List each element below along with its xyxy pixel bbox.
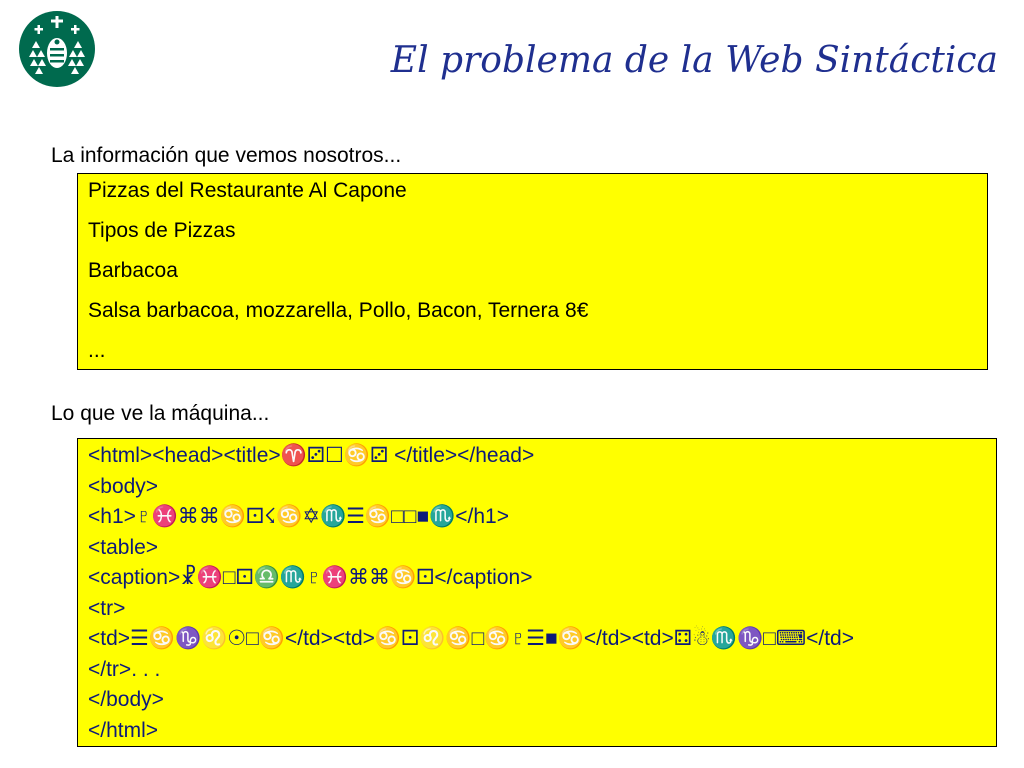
- section-heading-human: La información que vemos nosotros...: [51, 144, 402, 167]
- human-view-line: Barbacoa: [88, 259, 178, 282]
- university-seal-icon: [18, 10, 96, 88]
- machine-view-line: <td>☰♋♑♌☉□♋</td><td>♋⚀♌♋□♋♇☰■♋</td><td>⚃☃♏♑□⌨</td>: [88, 627, 854, 650]
- machine-view-line: <body>: [88, 474, 159, 498]
- machine-view-box: [77, 438, 997, 747]
- machine-view-line: <table>: [88, 535, 159, 559]
- human-view-line: Salsa barbacoa, mozzarella, Pollo, Bacon, Ternera 8€: [88, 299, 589, 322]
- machine-view-line: </html>: [88, 718, 159, 742]
- human-view-line: Pizzas del Restaurante Al Capone: [88, 179, 407, 202]
- human-view-line: ...: [88, 339, 106, 362]
- machine-view-line: <html><head><title>♈⚂☐♋⚂ </title></head>: [88, 444, 535, 467]
- machine-view-line: </body>: [88, 688, 164, 711]
- section-heading-machine: Lo que ve la máquina...: [51, 402, 270, 425]
- machine-view-line: <tr>: [88, 596, 126, 620]
- machine-view-line: <caption>☧♓□⚀♎♏♇♓⌘⌘♋⚀</caption>: [88, 566, 533, 589]
- machine-view-line: </tr>. . .: [88, 657, 161, 681]
- human-view-line: Tipos de Pizzas: [88, 219, 236, 242]
- machine-view-line: <h1>♇♓⌘⌘♋⚀☇♋✡♏☰♋□□■♏</h1>: [88, 505, 509, 528]
- page-title: El problema de la Web Sintáctica: [390, 40, 998, 81]
- human-view-box: [77, 173, 988, 370]
